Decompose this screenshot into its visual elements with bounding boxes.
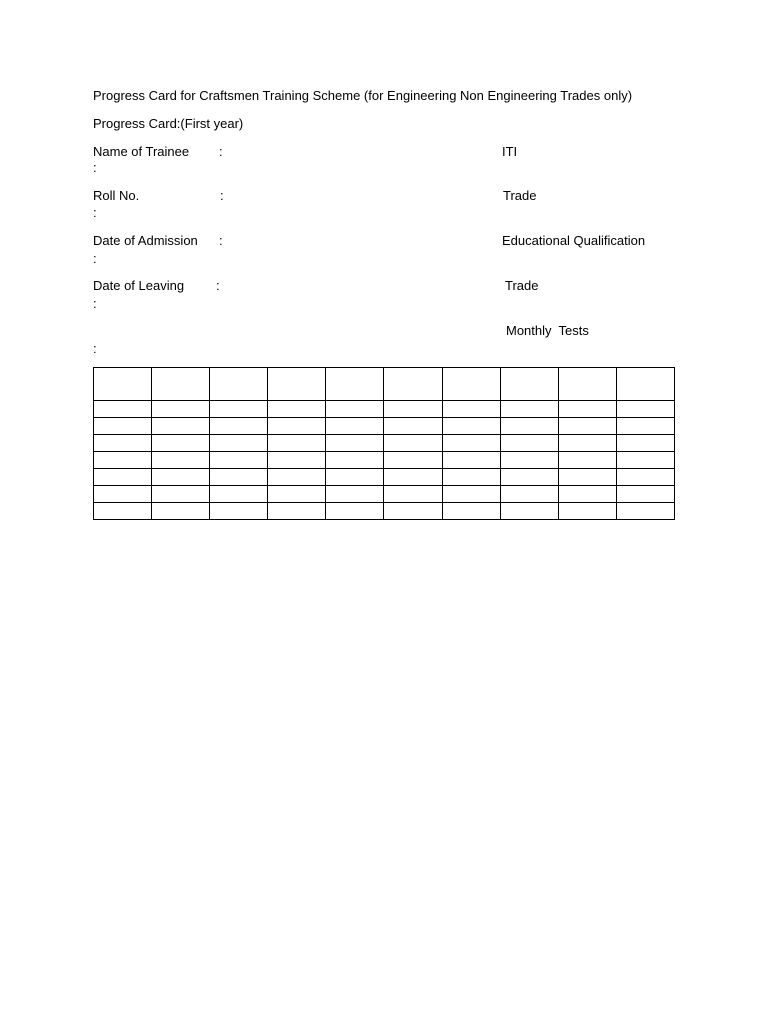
table-cell <box>268 486 326 503</box>
table-cell <box>210 503 268 520</box>
field-label-roll-no: Roll No. <box>93 188 140 203</box>
field-colon: : <box>216 278 220 293</box>
field-label-iti: ITI <box>502 144 518 159</box>
table-cell <box>616 435 674 452</box>
table-cell <box>616 401 674 418</box>
table-cell <box>500 469 558 486</box>
field-colon: : <box>93 160 97 175</box>
table-cell <box>616 486 674 503</box>
table-cell <box>210 418 268 435</box>
table-cell <box>442 469 500 486</box>
table-cell <box>384 469 442 486</box>
table-row <box>94 469 675 486</box>
table-cell <box>94 418 152 435</box>
table-cell <box>500 368 558 401</box>
table-cell <box>268 435 326 452</box>
table-row <box>94 452 675 469</box>
table-cell <box>210 368 268 401</box>
table-cell <box>558 452 616 469</box>
table-cell <box>152 368 210 401</box>
table-cell <box>152 452 210 469</box>
table-cell <box>326 452 384 469</box>
table-cell <box>326 486 384 503</box>
table-cell <box>500 401 558 418</box>
table-cell <box>326 401 384 418</box>
table-cell <box>326 469 384 486</box>
table-cell <box>268 452 326 469</box>
table-cell <box>384 435 442 452</box>
table-cell <box>558 368 616 401</box>
table-cell <box>152 503 210 520</box>
document-title: Progress Card for Craftsmen Training Scheme (for Engineering Non Engineering Trades only) <box>93 88 633 103</box>
table-cell <box>558 503 616 520</box>
field-colon: : <box>219 233 223 248</box>
table-row <box>94 401 675 418</box>
table-cell <box>94 503 152 520</box>
table-cell <box>558 418 616 435</box>
table-row <box>94 418 675 435</box>
table-cell <box>442 401 500 418</box>
field-colon: : <box>93 296 97 311</box>
field-colon: : <box>93 251 97 266</box>
table-cell <box>616 503 674 520</box>
field-label-date-of-admission: Date of Admission <box>93 233 198 248</box>
table-cell <box>558 401 616 418</box>
table-cell <box>210 435 268 452</box>
table-cell <box>384 368 442 401</box>
table-cell <box>558 435 616 452</box>
table-cell <box>442 368 500 401</box>
table-cell <box>268 368 326 401</box>
table-cell <box>616 418 674 435</box>
table-cell <box>268 503 326 520</box>
table-cell <box>210 469 268 486</box>
table-cell <box>94 401 152 418</box>
field-label-date-of-leaving: Date of Leaving <box>93 278 185 293</box>
table-cell <box>152 401 210 418</box>
table-cell <box>384 418 442 435</box>
table-cell <box>442 435 500 452</box>
table-cell <box>268 418 326 435</box>
field-colon: : <box>93 205 97 220</box>
table-cell <box>558 469 616 486</box>
field-label-name-of-trainee: Name of Trainee <box>93 144 190 159</box>
table-cell <box>442 503 500 520</box>
table-cell <box>384 452 442 469</box>
table-row <box>94 435 675 452</box>
table-cell <box>210 452 268 469</box>
table-cell <box>210 401 268 418</box>
table-row <box>94 503 675 520</box>
table-cell <box>442 452 500 469</box>
table-cell <box>94 486 152 503</box>
monthly-tests-table <box>93 367 675 520</box>
table-cell <box>384 486 442 503</box>
field-label-educational-qualification: Educational Qualification <box>502 233 646 248</box>
table-cell <box>442 418 500 435</box>
table-cell <box>326 418 384 435</box>
table-cell <box>326 435 384 452</box>
table-cell <box>94 452 152 469</box>
table-cell <box>152 486 210 503</box>
table-cell <box>558 486 616 503</box>
table-cell <box>152 418 210 435</box>
table-cell <box>616 469 674 486</box>
table-cell <box>616 452 674 469</box>
document-subtitle: Progress Card:(First year) <box>93 116 244 131</box>
table-cell <box>326 368 384 401</box>
table-cell <box>268 469 326 486</box>
field-colon: : <box>93 341 97 356</box>
table-cell <box>500 503 558 520</box>
table-row <box>94 486 675 503</box>
table-cell <box>442 486 500 503</box>
table-cell <box>152 435 210 452</box>
table-cell <box>94 368 152 401</box>
table-cell <box>210 486 268 503</box>
table-cell <box>326 503 384 520</box>
table-cell <box>500 452 558 469</box>
table-cell <box>152 469 210 486</box>
table-cell <box>616 368 674 401</box>
table-header-row <box>94 368 675 401</box>
table-cell <box>500 418 558 435</box>
field-colon: : <box>219 144 223 159</box>
table-cell <box>94 469 152 486</box>
field-label-trade: Trade <box>503 188 537 203</box>
table-cell <box>500 435 558 452</box>
field-label-trade-2: Trade <box>505 278 539 293</box>
table-cell <box>268 401 326 418</box>
table-cell <box>384 401 442 418</box>
table-cell <box>384 503 442 520</box>
field-colon: : <box>220 188 224 203</box>
table-cell <box>94 435 152 452</box>
table-cell <box>500 486 558 503</box>
field-label-monthly-tests: Monthly Tests <box>506 323 589 338</box>
